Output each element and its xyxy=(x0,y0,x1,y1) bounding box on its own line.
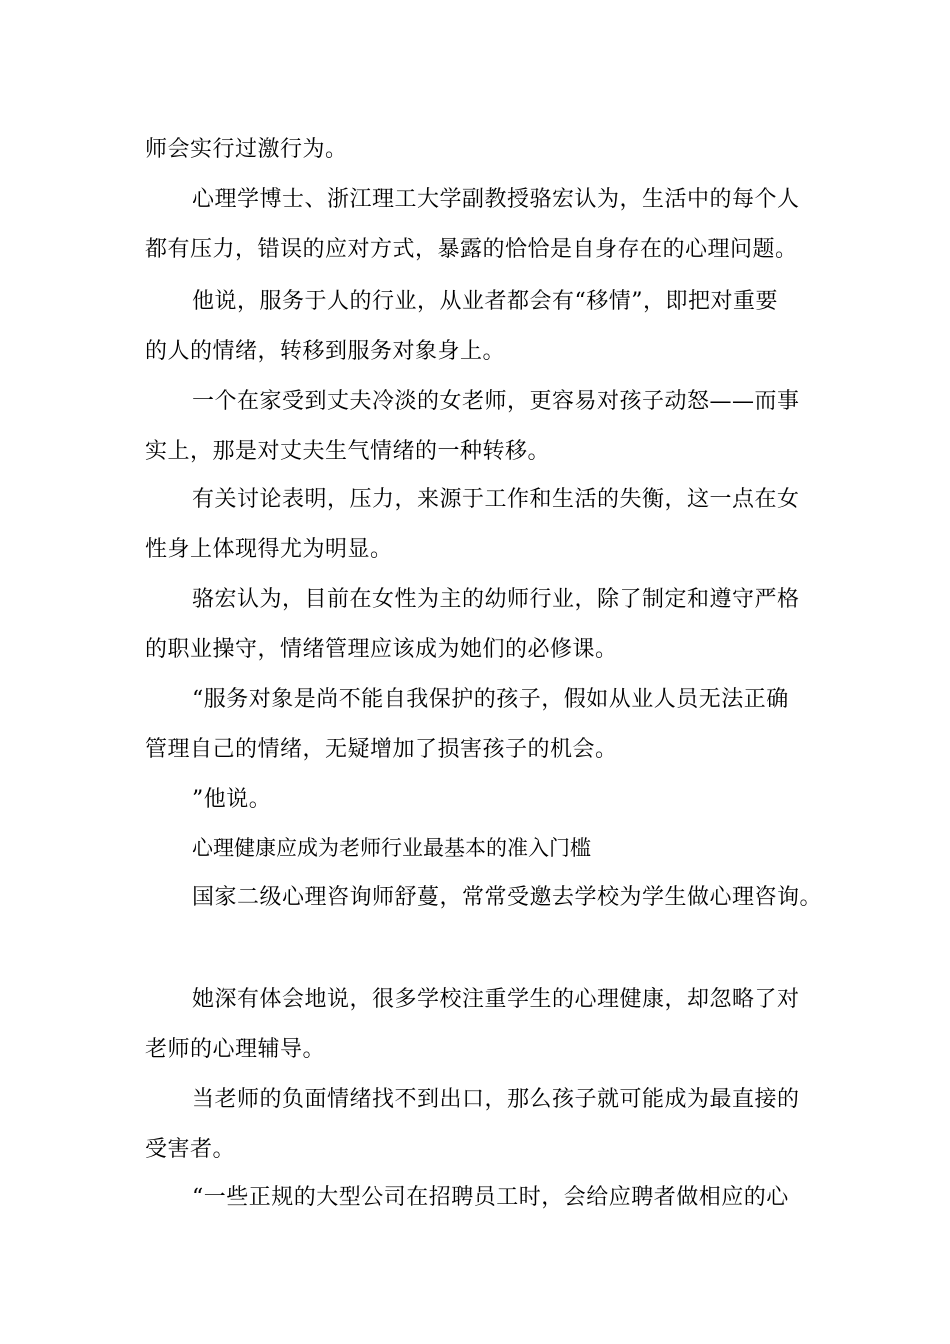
paragraph-start-line: 骆宏认为，目前在女性为主的幼师行业，除了制定和遵守严格 xyxy=(192,587,800,612)
paragraph-start-line: 心理学博士、浙江理工大学副教授骆宏认为，生活中的每个人 xyxy=(192,187,800,212)
section-heading: 心理健康应成为老师行业最基本的准入门槛 xyxy=(192,836,591,860)
text-line: 实上，那是对丈夫生气情绪的一种转移。 xyxy=(145,439,551,464)
paragraph-start-line: “服务对象是尚不能自我保护的孩子，假如从业人员无法正确 xyxy=(192,687,789,712)
paragraph-start-line: 有关讨论表明，压力，来源于工作和生活的失衡，这一点在女 xyxy=(192,487,800,512)
paragraph-start-line: 她深有体会地说，很多学校注重学生的心理健康，却忽略了对 xyxy=(192,987,800,1012)
text-line: 都有压力，错误的应对方式，暴露的恰恰是自身存在的心理问题。 xyxy=(145,237,798,262)
text-line: 受害者。 xyxy=(145,1137,236,1162)
text-line: 的职业操守，情绪管理应该成为她们的必修课。 xyxy=(145,637,618,662)
text-line: 的人的情绪，转移到服务对象身上。 xyxy=(145,339,506,364)
text-line: 性身上体现得尤为明显。 xyxy=(145,537,393,562)
paragraph-start-line: 当老师的负面情绪找不到出口，那么孩子就可能成为最直接的 xyxy=(192,1087,800,1112)
paragraph-start-line: “一些正规的大型公司在招聘员工时，会给应聘者做相应的心 xyxy=(192,1185,789,1210)
paragraph-start-line: 国家二级心理咨询师舒蔓，常常受邀去学校为学生做心理咨询。 xyxy=(192,885,823,910)
paragraph-start-line: 他说，服务于人的行业，从业者都会有“移情”，即把对重要 xyxy=(192,289,778,314)
text-line: 老师的心理辅导。 xyxy=(145,1037,326,1062)
text-line: 师会实行过激行为。 xyxy=(145,137,348,162)
paragraph-start-line: 一个在家受到丈夫冷淡的女老师，更容易对孩子动怒——而事 xyxy=(192,389,800,414)
text-line: 管理自己的情绪，无疑增加了损害孩子的机会。 xyxy=(145,737,618,762)
paragraph-start-line: ”他说。 xyxy=(192,787,272,812)
